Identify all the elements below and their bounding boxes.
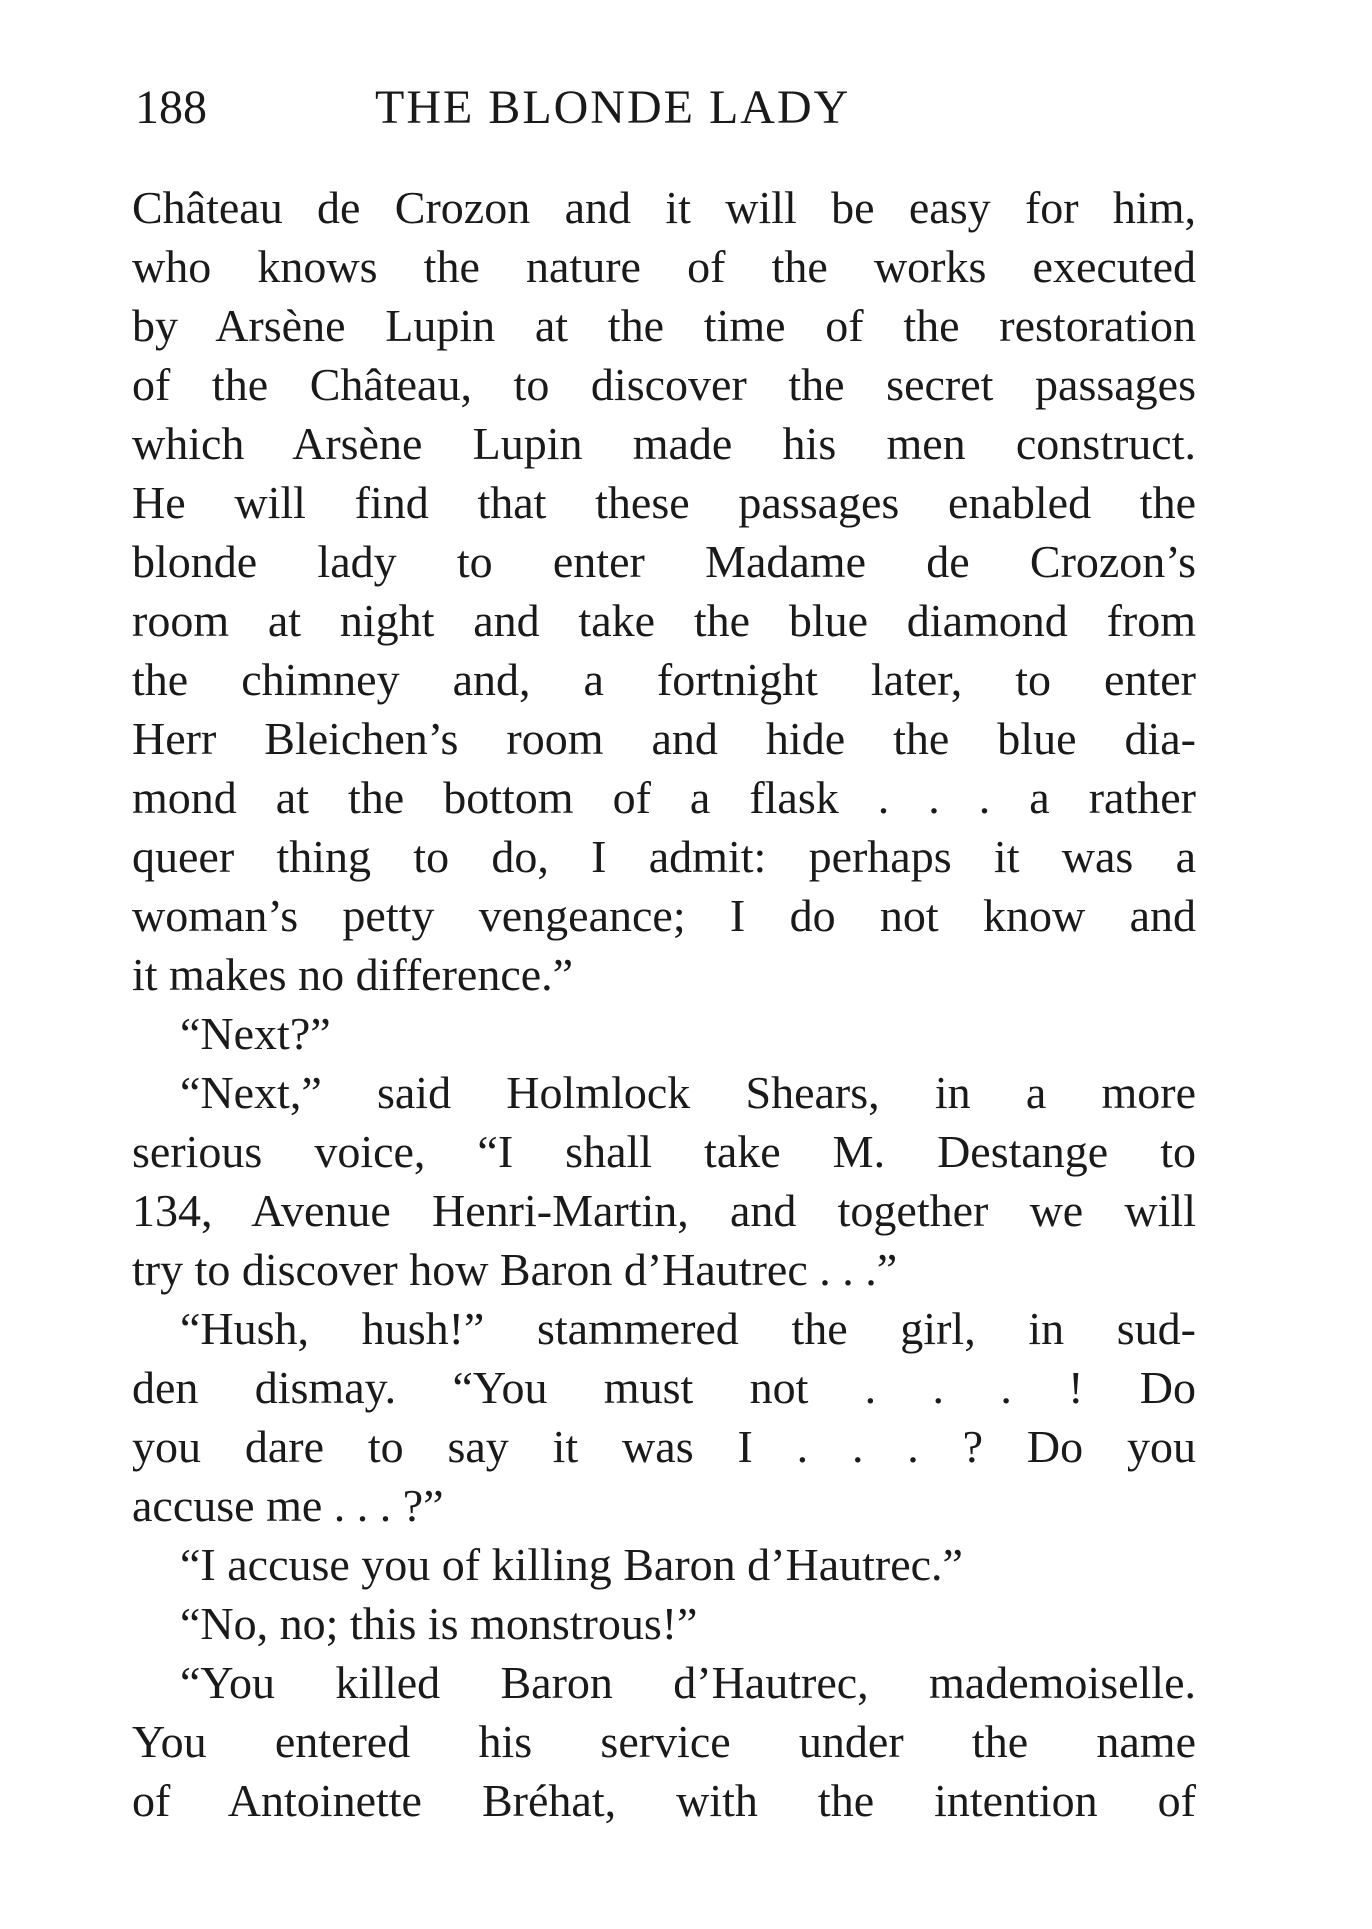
text-line: “I accuse you of killing Baron d’Hautrec.” bbox=[180, 1539, 963, 1590]
running-head bbox=[135, 78, 1195, 138]
text-line: which Arsène Lupin made his men construct. bbox=[132, 418, 1196, 469]
text-line: the chimney and, a fortnight later, to enter bbox=[132, 654, 1196, 705]
page-number: 188 bbox=[135, 81, 207, 134]
text-line: “Next,” said Holmlock Shears, in a more bbox=[180, 1067, 1196, 1118]
text-line: queer thing to do, I admit: perhaps it was a bbox=[132, 831, 1196, 882]
text-line: it makes no difference.” bbox=[132, 949, 574, 1000]
text-line: woman’s petty vengeance; I do not know and bbox=[132, 890, 1196, 941]
text-line: “Hush, hush!” stammered the girl, in sud- bbox=[180, 1303, 1196, 1354]
text-line: You entered his service under the name bbox=[132, 1716, 1196, 1767]
text-line: “No, no; this is monstrous!” bbox=[180, 1598, 698, 1649]
text-line: 134, Avenue Henri-Martin, and together we will bbox=[132, 1185, 1196, 1236]
text-line: mond at the bottom of a flask . . . a rather bbox=[132, 772, 1196, 823]
text-line: try to discover how Baron d’Hautrec . . .” bbox=[132, 1244, 898, 1295]
text-line: Herr Bleichen’s room and hide the blue dia- bbox=[132, 713, 1196, 764]
text-line: “Next?” bbox=[180, 1008, 331, 1059]
text-line: den dismay. “You must not . . . ! Do bbox=[132, 1362, 1196, 1413]
running-title: THE BLONDE LADY bbox=[375, 81, 851, 134]
text-line: accuse me . . . ?” bbox=[132, 1480, 444, 1531]
body-text bbox=[132, 178, 1196, 1830]
text-line: room at night and take the blue diamond from bbox=[132, 595, 1196, 646]
text-line: by Arsène Lupin at the time of the restoration bbox=[132, 300, 1196, 351]
text-line: Château de Crozon and it will be easy for him, bbox=[132, 182, 1196, 233]
text-line: “You killed Baron d’Hautrec, mademoiselle. bbox=[180, 1657, 1196, 1708]
text-line: serious voice, “I shall take M. Destange to bbox=[132, 1126, 1196, 1177]
text-line: you dare to say it was I . . . ? Do you bbox=[132, 1421, 1196, 1472]
text-line: who knows the nature of the works executed bbox=[132, 241, 1196, 292]
text-line: blonde lady to enter Madame de Crozon’s bbox=[132, 536, 1196, 587]
text-line: of the Château, to discover the secret passages bbox=[132, 359, 1196, 410]
text-line: He will find that these passages enabled the bbox=[132, 477, 1196, 528]
text-line: of Antoinette Bréhat, with the intention of bbox=[132, 1775, 1196, 1826]
